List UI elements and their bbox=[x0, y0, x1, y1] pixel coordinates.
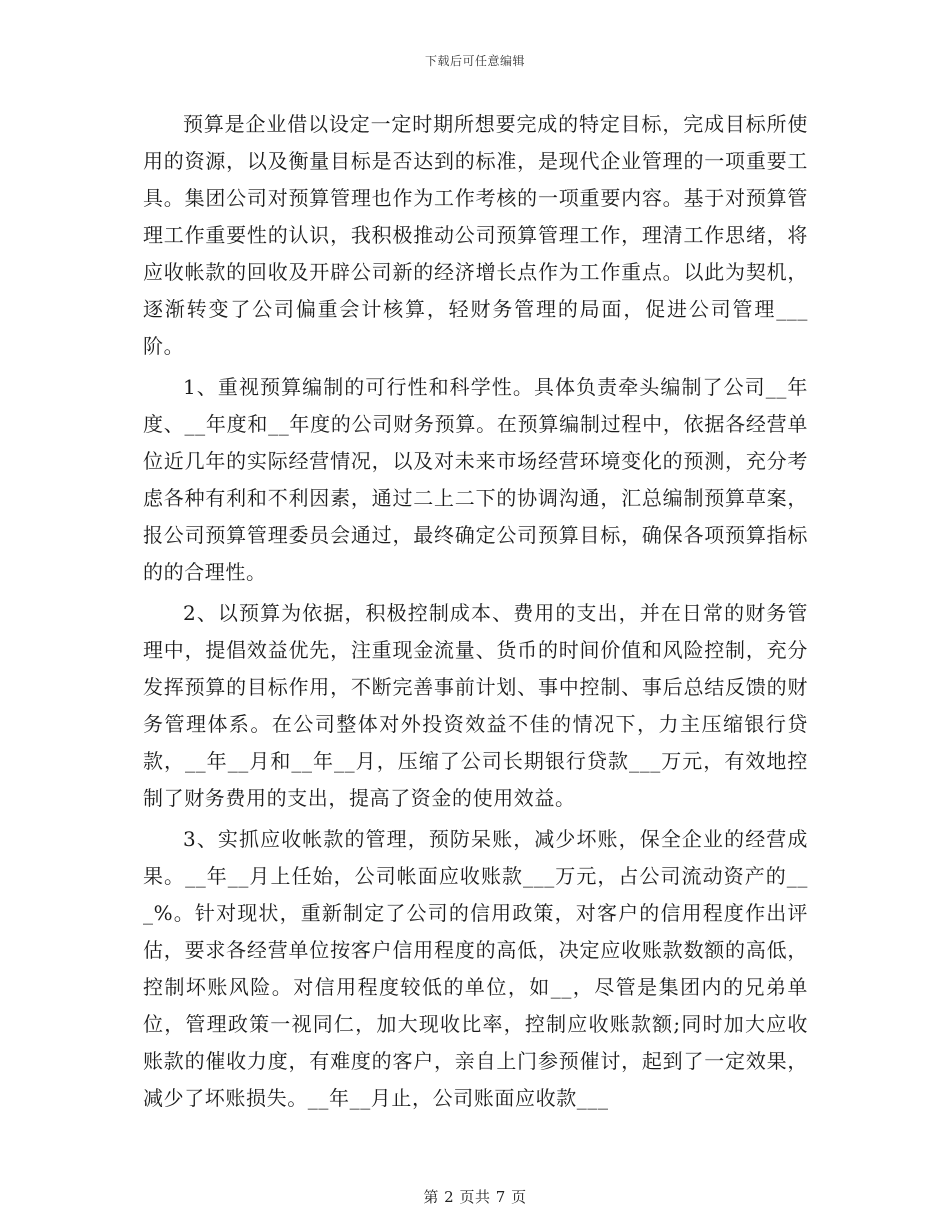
paragraph-item-3: 3、实抓应收帐款的管理，预防呆账，减少坏账，保全企业的经营成果。__年__月上任始，公司帐面应收账款___万元，占公司流动资产的___%。针对现状，重新制定了公司的信用政策，对客户的信用程度作出评估，要求各经营单位按客户信用程度的高低，决定应收账款数额的高低，控制坏账风险。对信用程度较低的单位，如__，尽管是集团内的兄弟单位，管理政策一视同仁，加大现收比率，控制应收账款额;同时加大应收账款的催收力度，有难度的客户，亲自上门参预催讨，起到了一定效果，减少了坏账损失。__年__月止，公司账面应收款___ bbox=[143, 827, 808, 1110]
paragraph-intro: 预算是企业借以设定一定时期所想要完成的特定目标，完成目标所使用的资源，以及衡量目标是否达到的标准，是现代企业管理的一项重要工具。集团公司对预算管理也作为工作考核的一项重要内容。基于对预算管理工作重要性的认识，我积极推动公司预算管理工作，理清工作思绪，将应收帐款的回收及开辟公司新的经济增长点作为工作重点。以此为契机，逐渐转变了公司偏重会计核算，轻财务管理的局面，促进公司管理___阶。 bbox=[143, 112, 808, 358]
page-footer: 第 2 页共 7 页 bbox=[423, 1188, 527, 1206]
paragraph-item-1: 1、重视预算编制的可行性和科学性。具体负责牵头编制了公司__年度、__年度和__年度的公司财务预算。在预算编制过程中，依据各经营单位近几年的实际经营情况，以及对未来市场经营环境变化的预测，充分考虑各种有利和不利因素，通过二上二下的协调沟通，汇总编制预算草案，报公司预算管理委员会通过，最终确定公司预算目标，确保各项预算指标的的合理性。 bbox=[143, 375, 808, 584]
paragraph-item-2: 2、以预算为依据，积极控制成本、费用的支出，并在日常的财务管理中，提倡效益优先，注重现金流量、货币的时间价值和风险控制，充分发挥预算的目标作用，不断完善事前计划、事中控制、事后总结反馈的财务管理体系。在公司整体对外投资效益不佳的情况下，力主压缩银行贷款，__年__月和__年__月，压缩了公司长期银行贷款___万元，有效地控制了财务费用的支出，提高了资金的使用效益。 bbox=[143, 601, 808, 810]
document-body bbox=[143, 106, 808, 1117]
page-header: 下载后可任意编辑 bbox=[424, 54, 525, 68]
